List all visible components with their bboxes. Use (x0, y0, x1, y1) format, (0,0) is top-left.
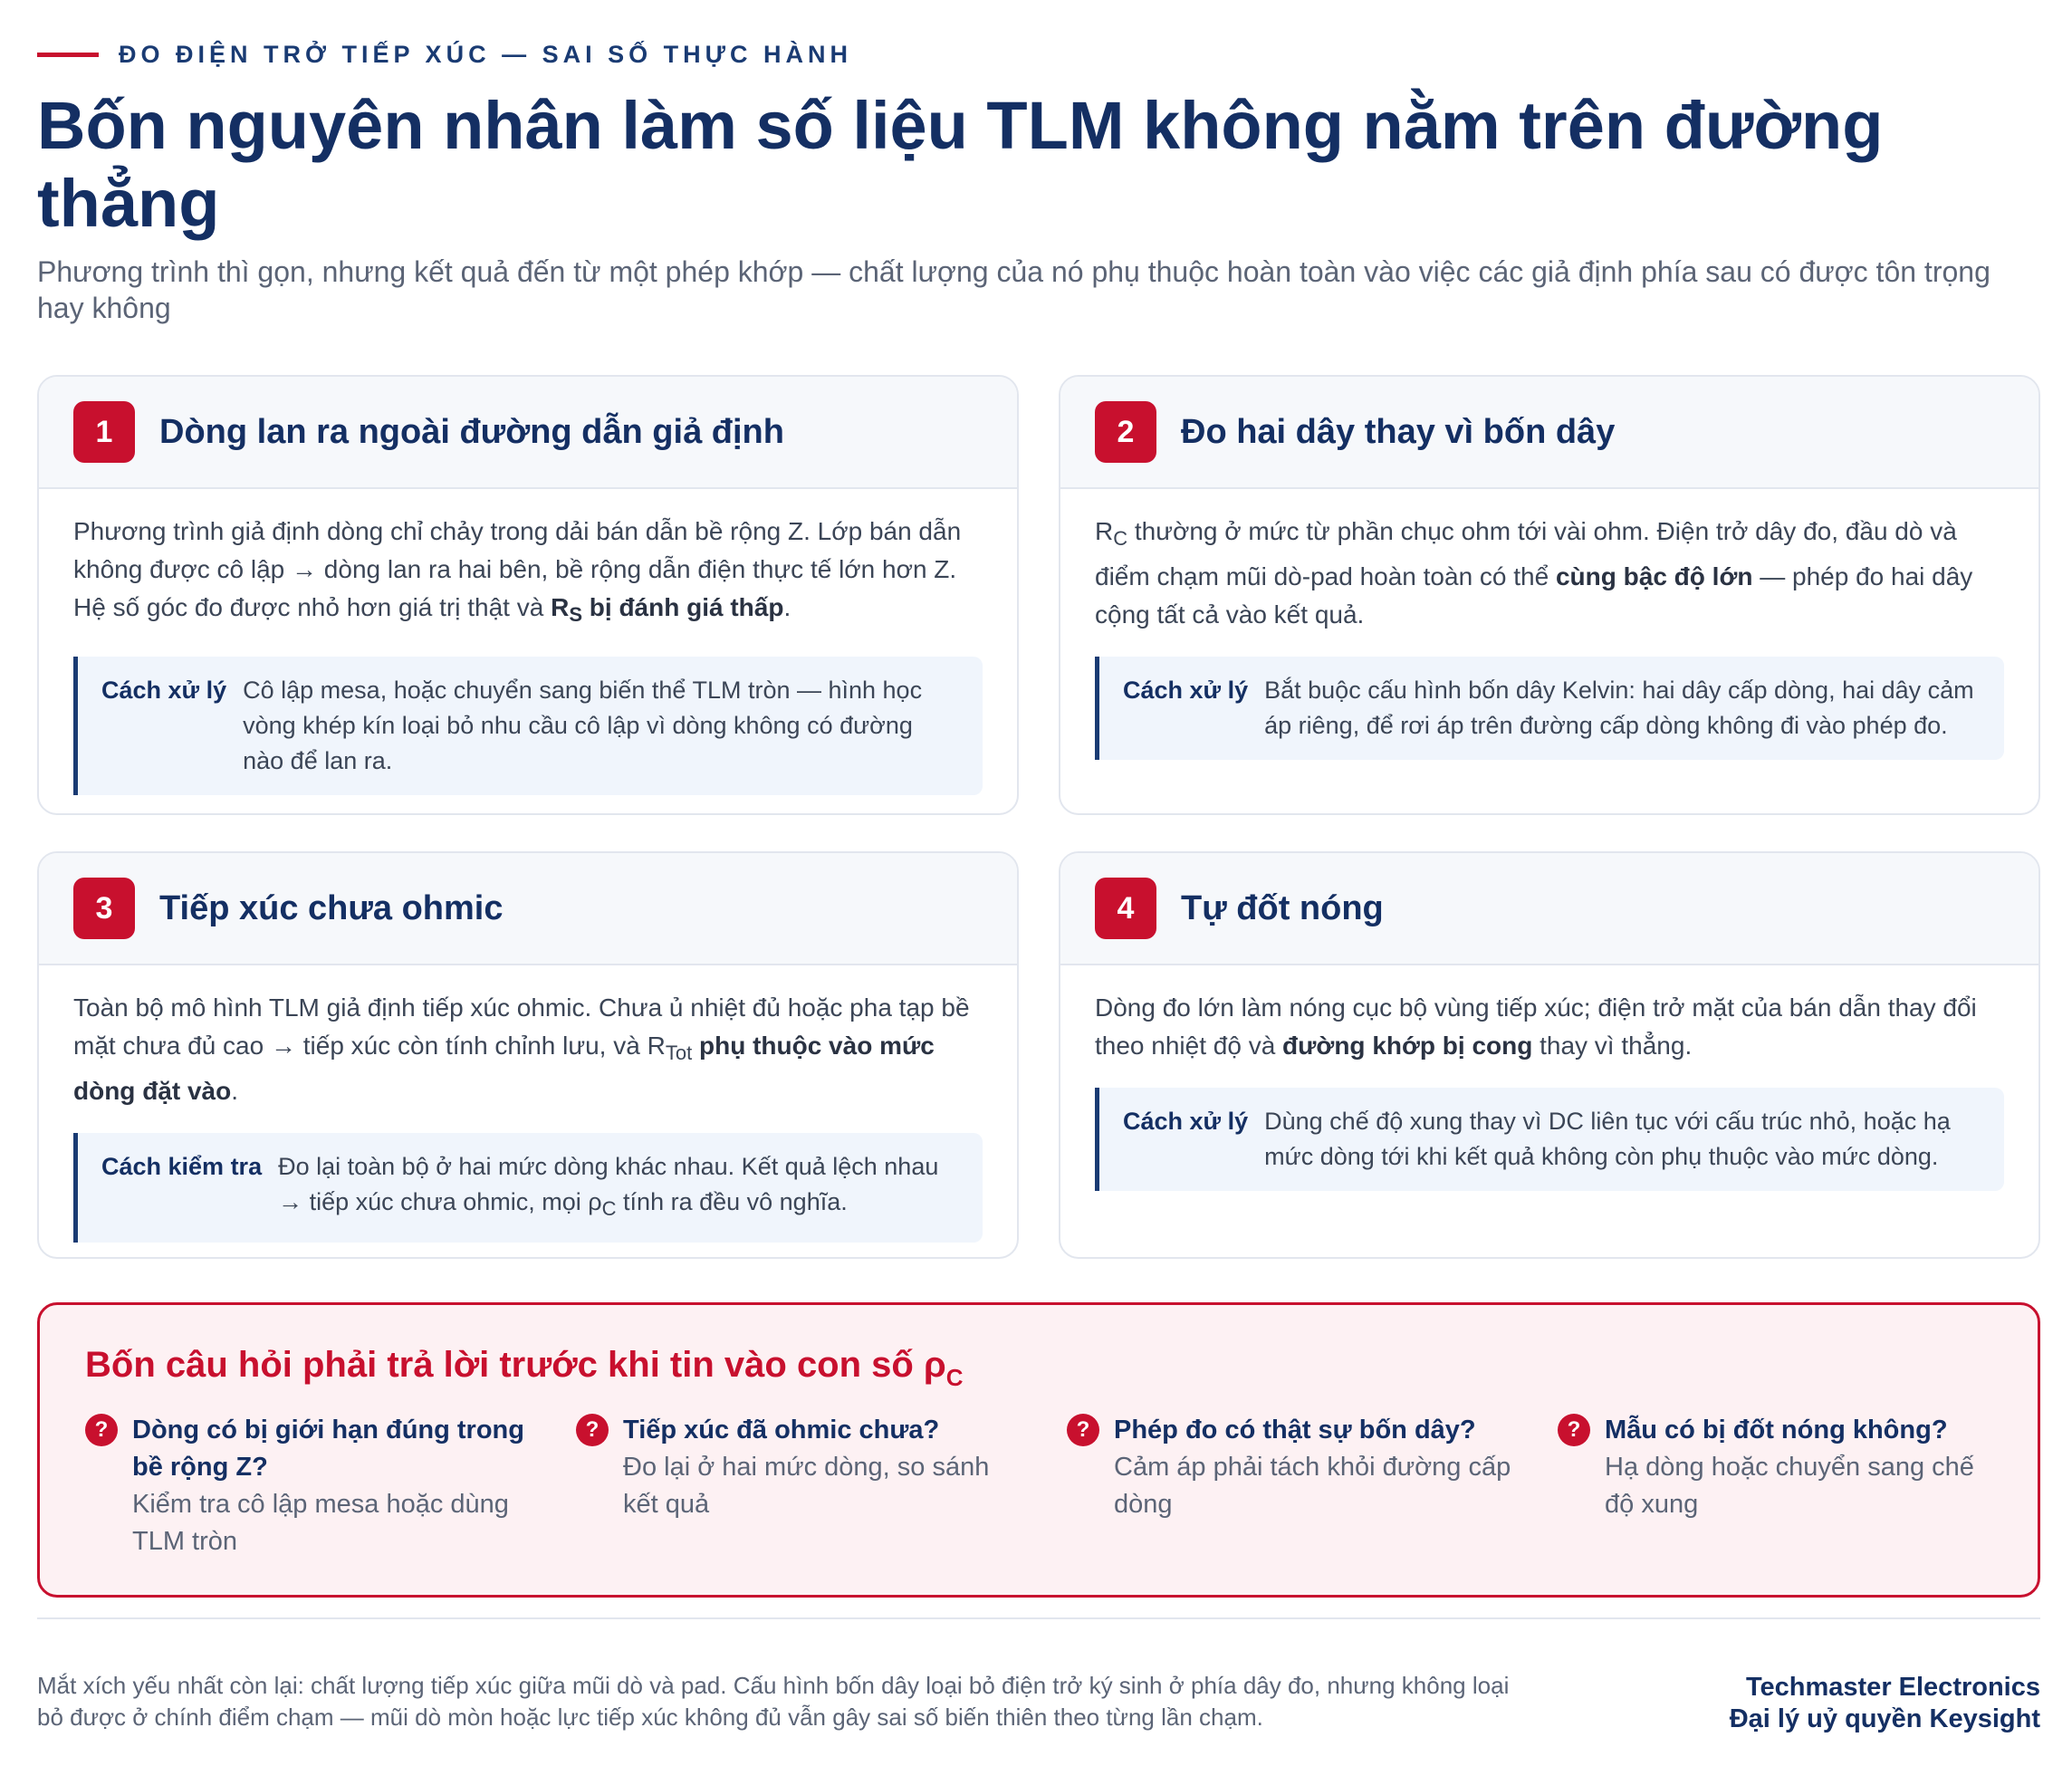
eyebrow-rule (37, 53, 99, 57)
question-answer: Kiểm tra cô lập mesa hoặc dùng TLM tròn (132, 1490, 509, 1556)
question-icon: ? (1067, 1414, 1099, 1446)
questions-title (85, 1345, 964, 1392)
card-body (1060, 965, 2038, 1191)
footer-divider (37, 1617, 2040, 1619)
page-title: Bốn nguyên nhân làm số liệu TLM không nằm trên đường thẳng (37, 88, 1884, 241)
question-answer: Đo lại ở hai mức dòng, so sánh kết quả (623, 1453, 990, 1519)
card-header (1060, 377, 2038, 489)
cause-card-3 (37, 851, 1019, 1259)
questions-box (37, 1302, 2040, 1598)
card-body (39, 489, 1017, 795)
body-symbol: R (647, 1032, 666, 1060)
card-title: Đo hai dây thay vì bốn dây (1181, 412, 1616, 451)
page-subtitle: Phương trình thì gọn, nhưng kết quả đến từ một phép khớp — chất lượng của nó phụ thuộc hoàn toàn vào việc các giả định phía sau có được tôn trọng hay không (37, 255, 1990, 324)
body-bold: cùng bậc độ lớn (1555, 562, 1753, 590)
fix-text: Bắt buộc cấu hình bốn dây Kelvin: hai dây cấp dòng, hai dây cảm áp riêng, để rơi áp trên đường cấp dòng không đi vào phép đo. (1264, 677, 1974, 739)
question-item-4 (1558, 1412, 2010, 1523)
check-box (73, 1133, 983, 1243)
body-subscript: C (1113, 527, 1128, 550)
questions-title-text: Bốn câu hỏi phải trả lời trước khi tin vào con số (85, 1345, 924, 1385)
body-bold: đường khớp bị cong (1282, 1032, 1533, 1060)
question-icon: ? (576, 1414, 609, 1446)
card-header (39, 377, 1017, 489)
body-bold: bị đánh giá thấp (582, 593, 784, 621)
body-symbol: R (1095, 517, 1114, 545)
cause-card-1 (37, 375, 1019, 815)
fix-subscript: C (601, 1197, 617, 1220)
fix-text-end: tính ra đều vô nghĩa. (616, 1188, 848, 1215)
fix-symbol: ρ (588, 1188, 602, 1215)
body-text: Dòng đo lớn làm nóng cục bộ vùng tiếp xúc; điện trở mặt của bán dẫn thay đổi theo nhiệt độ và (1095, 993, 1977, 1060)
fix-box (1095, 1088, 2004, 1191)
eyebrow-text: ĐO ĐIỆN TRỞ TIẾP XÚC — SAI SỐ THỰC HÀNH (119, 40, 852, 68)
card-header (39, 853, 1017, 965)
card-title: Tự đốt nóng (1181, 888, 1384, 927)
body-text: Phương trình giả định dòng chỉ chảy trong dải bán dẫn bề rộng Z. Lớp bán dẫn không được cô lập → dòng lan ra hai bên, bề rộng dẫn điện thực tế lớn hơn Z. Hệ số góc đo được nhỏ hơn giá trị thật và (73, 517, 962, 621)
card-header (1060, 853, 2038, 965)
body-subscript: Tot (665, 1041, 693, 1064)
fix-label: Cách xử lý (101, 677, 227, 704)
body-subscript: S (569, 603, 583, 626)
question-item-3 (1067, 1412, 1520, 1523)
cause-card-4 (1059, 851, 2040, 1259)
question-icon: ? (1558, 1414, 1590, 1446)
card-title: Dòng lan ra ngoài đường dẫn giả định (159, 412, 784, 451)
questions-title-subscript: C (945, 1364, 964, 1391)
question-answer: Hạ dòng hoặc chuyển sang chế độ xung (1605, 1453, 1974, 1519)
brand-tagline: Đại lý uỷ quyền Keysight (1729, 1704, 2040, 1733)
fix-box (1095, 657, 2004, 760)
question-item-1 (85, 1412, 538, 1560)
brand-name: Techmaster Electronics (1745, 1673, 2040, 1702)
card-title: Tiếp xúc chưa ohmic (159, 888, 504, 927)
question-title: Phép đo có thật sự bốn dây? (1114, 1416, 1476, 1444)
fix-text: Cô lập mesa, hoặc chuyển sang biến thể TLM tròn — hình học vòng khép kín loại bỏ nhu cầu cô lập vì dòng không có đường nào để lan ra. (243, 677, 923, 774)
question-title: Dòng có bị giới hạn đúng trong bề rộng Z? (132, 1416, 524, 1482)
number-badge: 2 (1095, 401, 1156, 463)
question-title: Mẫu có bị đốt nóng không? (1605, 1416, 1948, 1444)
question-answer: Cảm áp phải tách khỏi đường cấp dòng (1114, 1453, 1511, 1519)
body-end: . (783, 593, 791, 621)
footer-brand (1730, 1672, 2040, 1735)
card-body (39, 965, 1017, 1243)
fix-text: Dùng chế độ xung thay vì DC liên tục với cấu trúc nhỏ, hoặc hạ mức dòng tới khi kết quả không còn phụ thuộc vào mức dòng. (1264, 1108, 1951, 1170)
fix-text-main: Đo lại toàn bộ ở hai mức dòng khác nhau. Kết quả lệch nhau → tiếp xúc chưa ohmic, mọi (278, 1153, 939, 1215)
cause-card-2 (1059, 375, 2040, 815)
fix-label: Cách xử lý (1123, 677, 1249, 704)
number-badge: 1 (73, 401, 135, 463)
number-badge: 3 (73, 878, 135, 939)
footer-note: Mắt xích yếu nhất còn lại: chất lượng tiếp xúc giữa mũi dò và pad. Cấu hình bốn dây loại bỏ điện trở ký sinh ở phía dây đo, nhưng không loại bỏ được ở chính điểm chạm — mũi dò mòn hoặc lực tiếp xúc không đủ vẫn gây sai số biến thiên theo từng lần chạm. (37, 1672, 1510, 1731)
body-end: — phép đo hai dây cộng tất cả vào kết quả. (1095, 562, 1973, 629)
body-end: . (231, 1077, 239, 1105)
question-title: Tiếp xúc đã ohmic chưa? (623, 1416, 940, 1444)
question-icon: ? (85, 1414, 118, 1446)
eyebrow (37, 40, 852, 69)
card-body (1060, 489, 2038, 760)
question-item-2 (576, 1412, 1029, 1523)
body-bold: phụ thuộc vào mức dòng đặt vào (73, 1032, 935, 1105)
fix-box (73, 657, 983, 795)
fix-label: Cách kiểm tra (101, 1153, 263, 1180)
body-text: thường ở mức từ phần chục ohm tới vài ohm. Điện trở dây đo, đầu dò và điểm chạm mũi dò-pad hoàn toàn có thể (1095, 517, 1957, 590)
fix-text (278, 1149, 959, 1226)
body-symbol: R (551, 593, 570, 621)
fix-label: Cách xử lý (1123, 1108, 1249, 1135)
body-end: thay vì thẳng. (1532, 1032, 1693, 1060)
body-text: Toàn bộ mô hình TLM giả định tiếp xúc ohmic. Chưa ủ nhiệt đủ hoặc pha tạp bề mặt chưa đủ cao → tiếp xúc còn tính chỉnh lưu, và (73, 993, 970, 1060)
number-badge: 4 (1095, 878, 1156, 939)
questions-title-symbol: ρ (923, 1345, 946, 1385)
